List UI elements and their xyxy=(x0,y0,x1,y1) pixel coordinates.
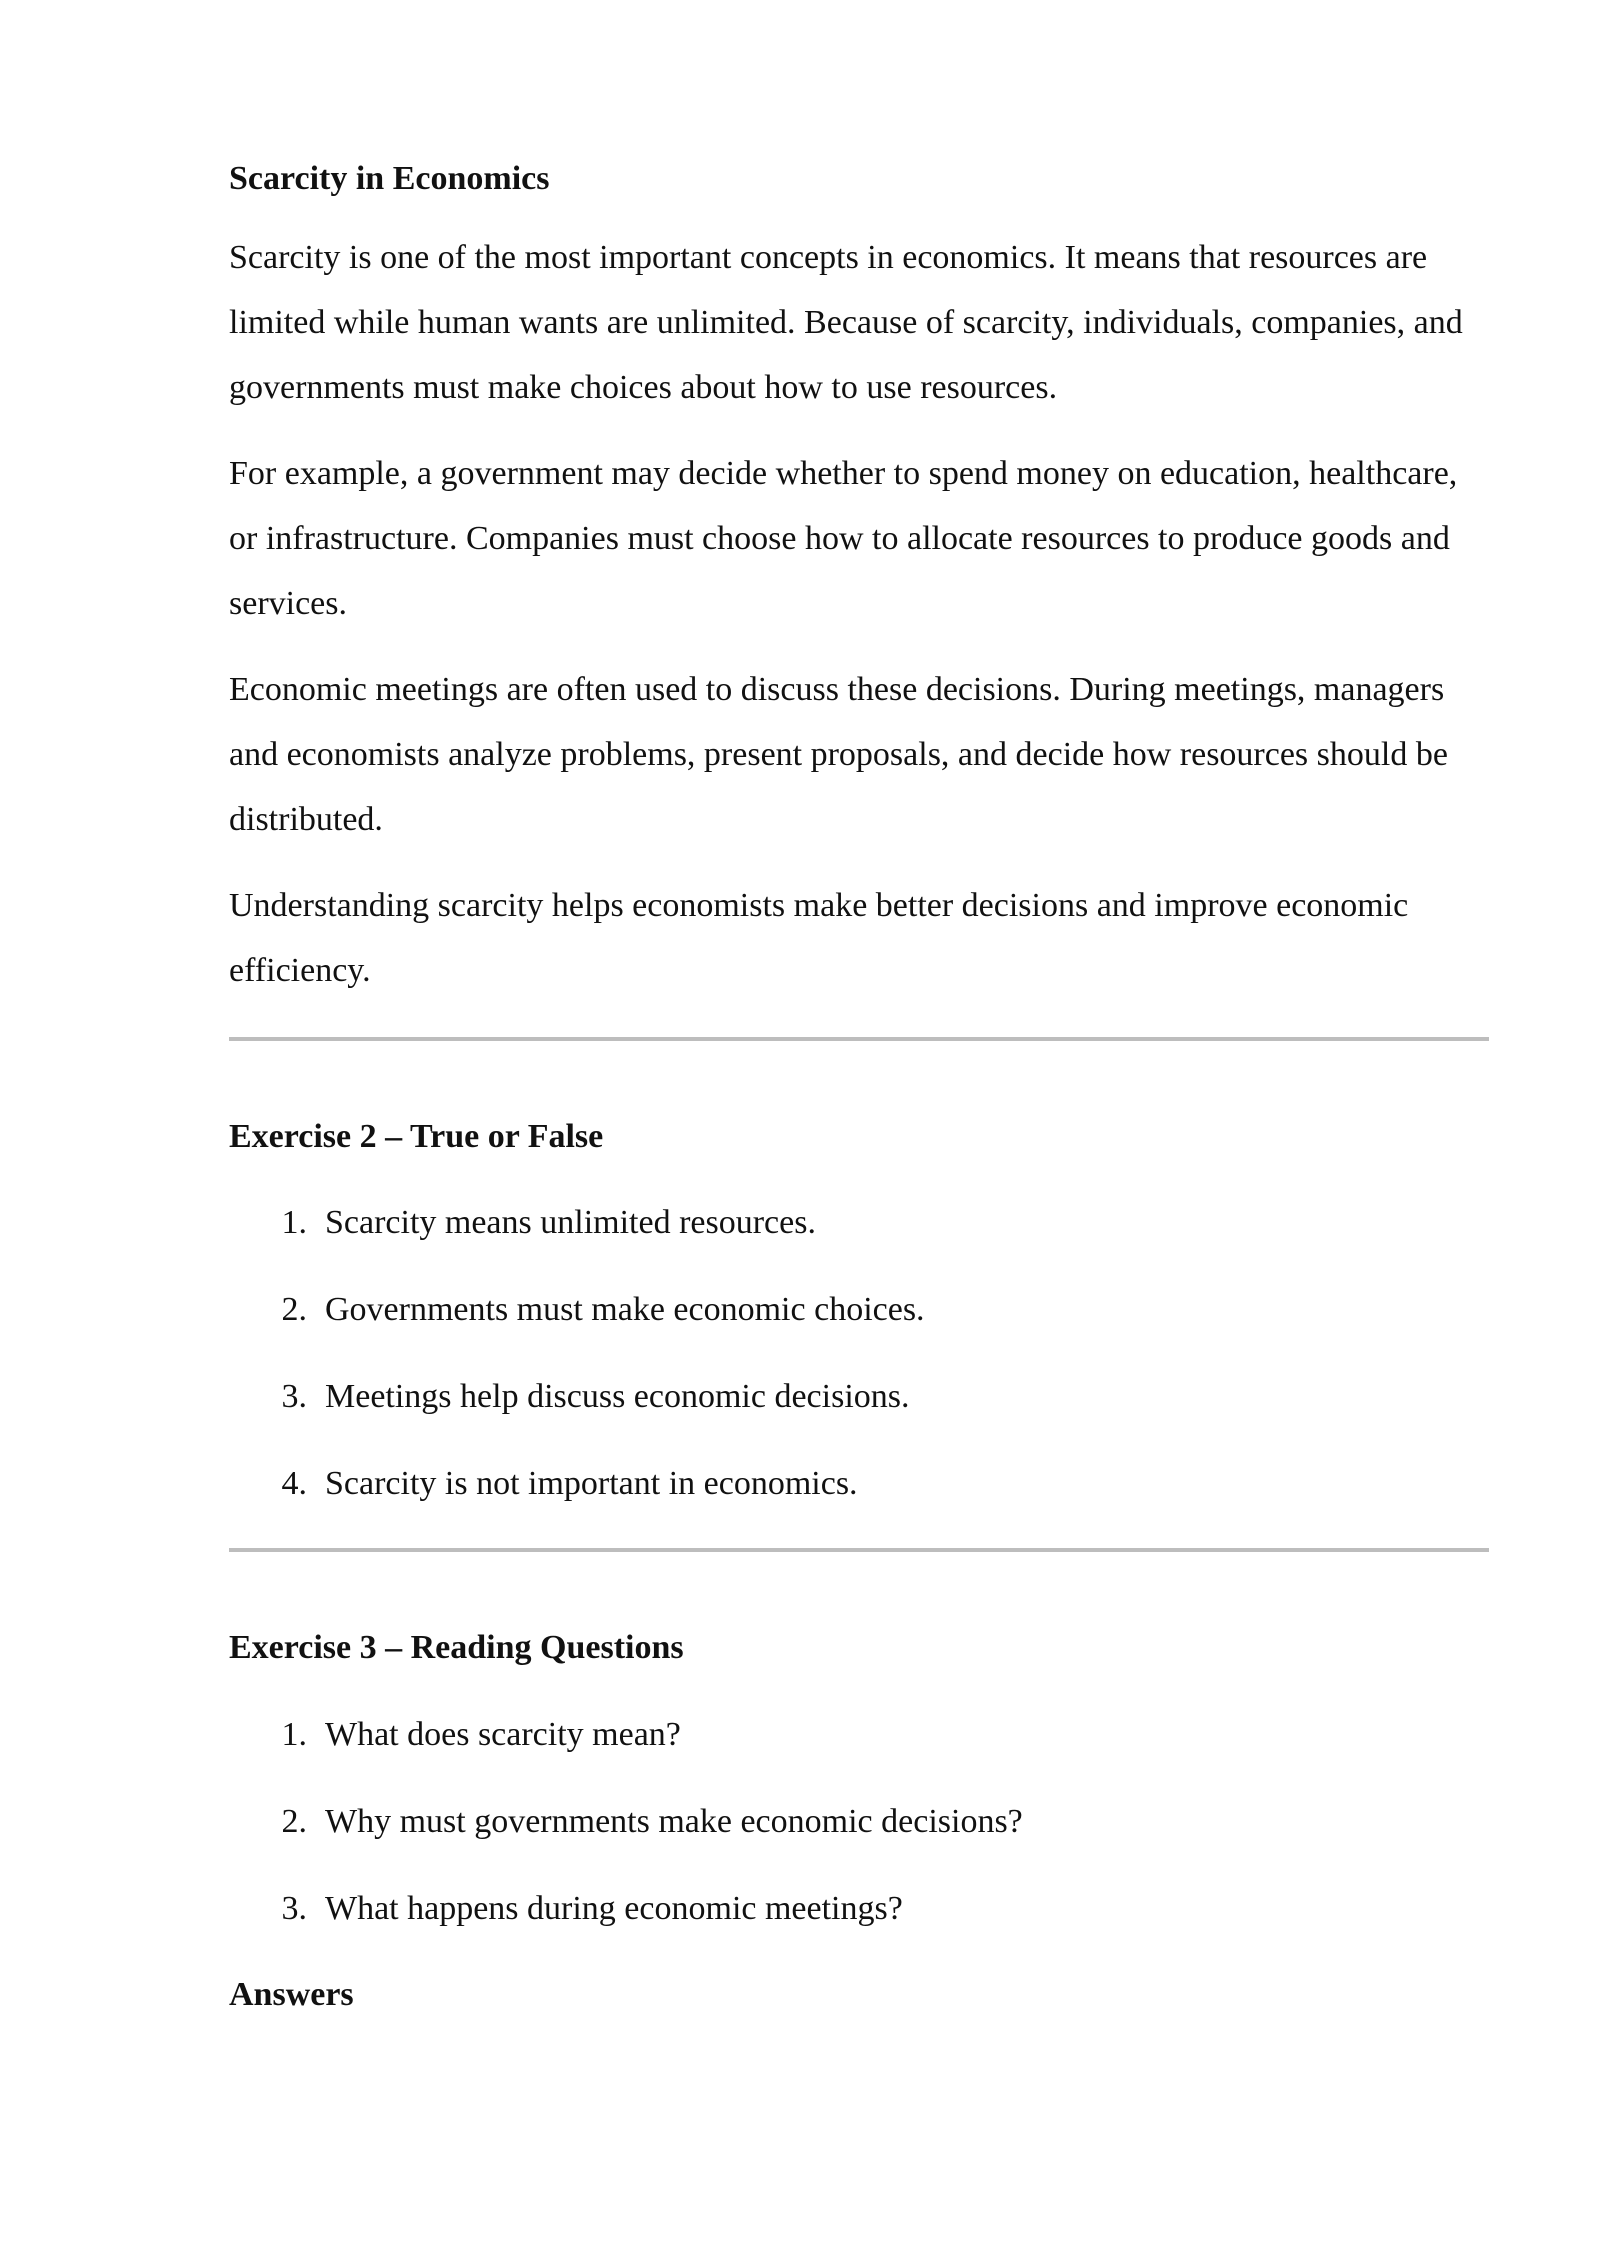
paragraph-example: For example, a government may decide whether to spend money on education, healthcare, or infrastructure. Companies must choose how to allocate resources to produce goods and services. xyxy=(229,455,1458,622)
list-item-text: Meetings help discuss economic decisions. xyxy=(325,1378,910,1415)
list-item-number: 4. xyxy=(281,1465,307,1502)
list-item xyxy=(229,1460,1489,1508)
paragraph-understanding-scarcity: Understanding scarcity helps economists make better decisions and improve economic efficiency. xyxy=(229,887,1409,989)
list-item-text: What happens during economic meetings? xyxy=(325,1890,903,1927)
list-item-text: What does scarcity mean? xyxy=(325,1716,681,1753)
list-item-text: Why must governments make economic decisions? xyxy=(325,1803,1023,1840)
exercise-2-list xyxy=(229,1199,1489,1508)
list-item-number: 1. xyxy=(281,1204,307,1241)
list-item xyxy=(229,1885,1489,1933)
list-item-text: Governments must make economic choices. xyxy=(325,1291,925,1328)
exercise-3-list xyxy=(229,1711,1489,1933)
exercise-2-heading: Exercise 2 – True or False xyxy=(229,1118,604,1155)
list-item xyxy=(229,1798,1489,1846)
list-item xyxy=(229,1286,1489,1334)
section-divider xyxy=(229,1548,1489,1552)
document-title: Scarcity in Economics xyxy=(229,160,550,197)
section-divider xyxy=(229,1037,1489,1041)
paragraph-economic-meetings: Economic meetings are often used to discuss these decisions. During meetings, managers and economists analyze problems, present proposals, and decide how resources should be distributed. xyxy=(229,671,1448,838)
paragraph-scarcity-definition: Scarcity is one of the most important concepts in economics. It means that resources are limited while human wants are unlimited. Because of scarcity, individuals, companies, and governments must make choices about how to use resources. xyxy=(229,239,1463,406)
document-page xyxy=(229,150,1489,2019)
list-item-number: 2. xyxy=(281,1291,307,1328)
list-item-number: 3. xyxy=(281,1378,307,1415)
list-item-text: Scarcity is not important in economics. xyxy=(325,1465,858,1502)
exercise-3-heading: Exercise 3 – Reading Questions xyxy=(229,1629,684,1666)
list-item-number: 1. xyxy=(281,1716,307,1753)
list-item xyxy=(229,1199,1489,1247)
list-item xyxy=(229,1711,1489,1759)
list-item-number: 3. xyxy=(281,1890,307,1927)
answers-heading: Answers xyxy=(229,1976,354,2013)
list-item-number: 2. xyxy=(281,1803,307,1840)
list-item xyxy=(229,1373,1489,1421)
list-item-text: Scarcity means unlimited resources. xyxy=(325,1204,816,1241)
